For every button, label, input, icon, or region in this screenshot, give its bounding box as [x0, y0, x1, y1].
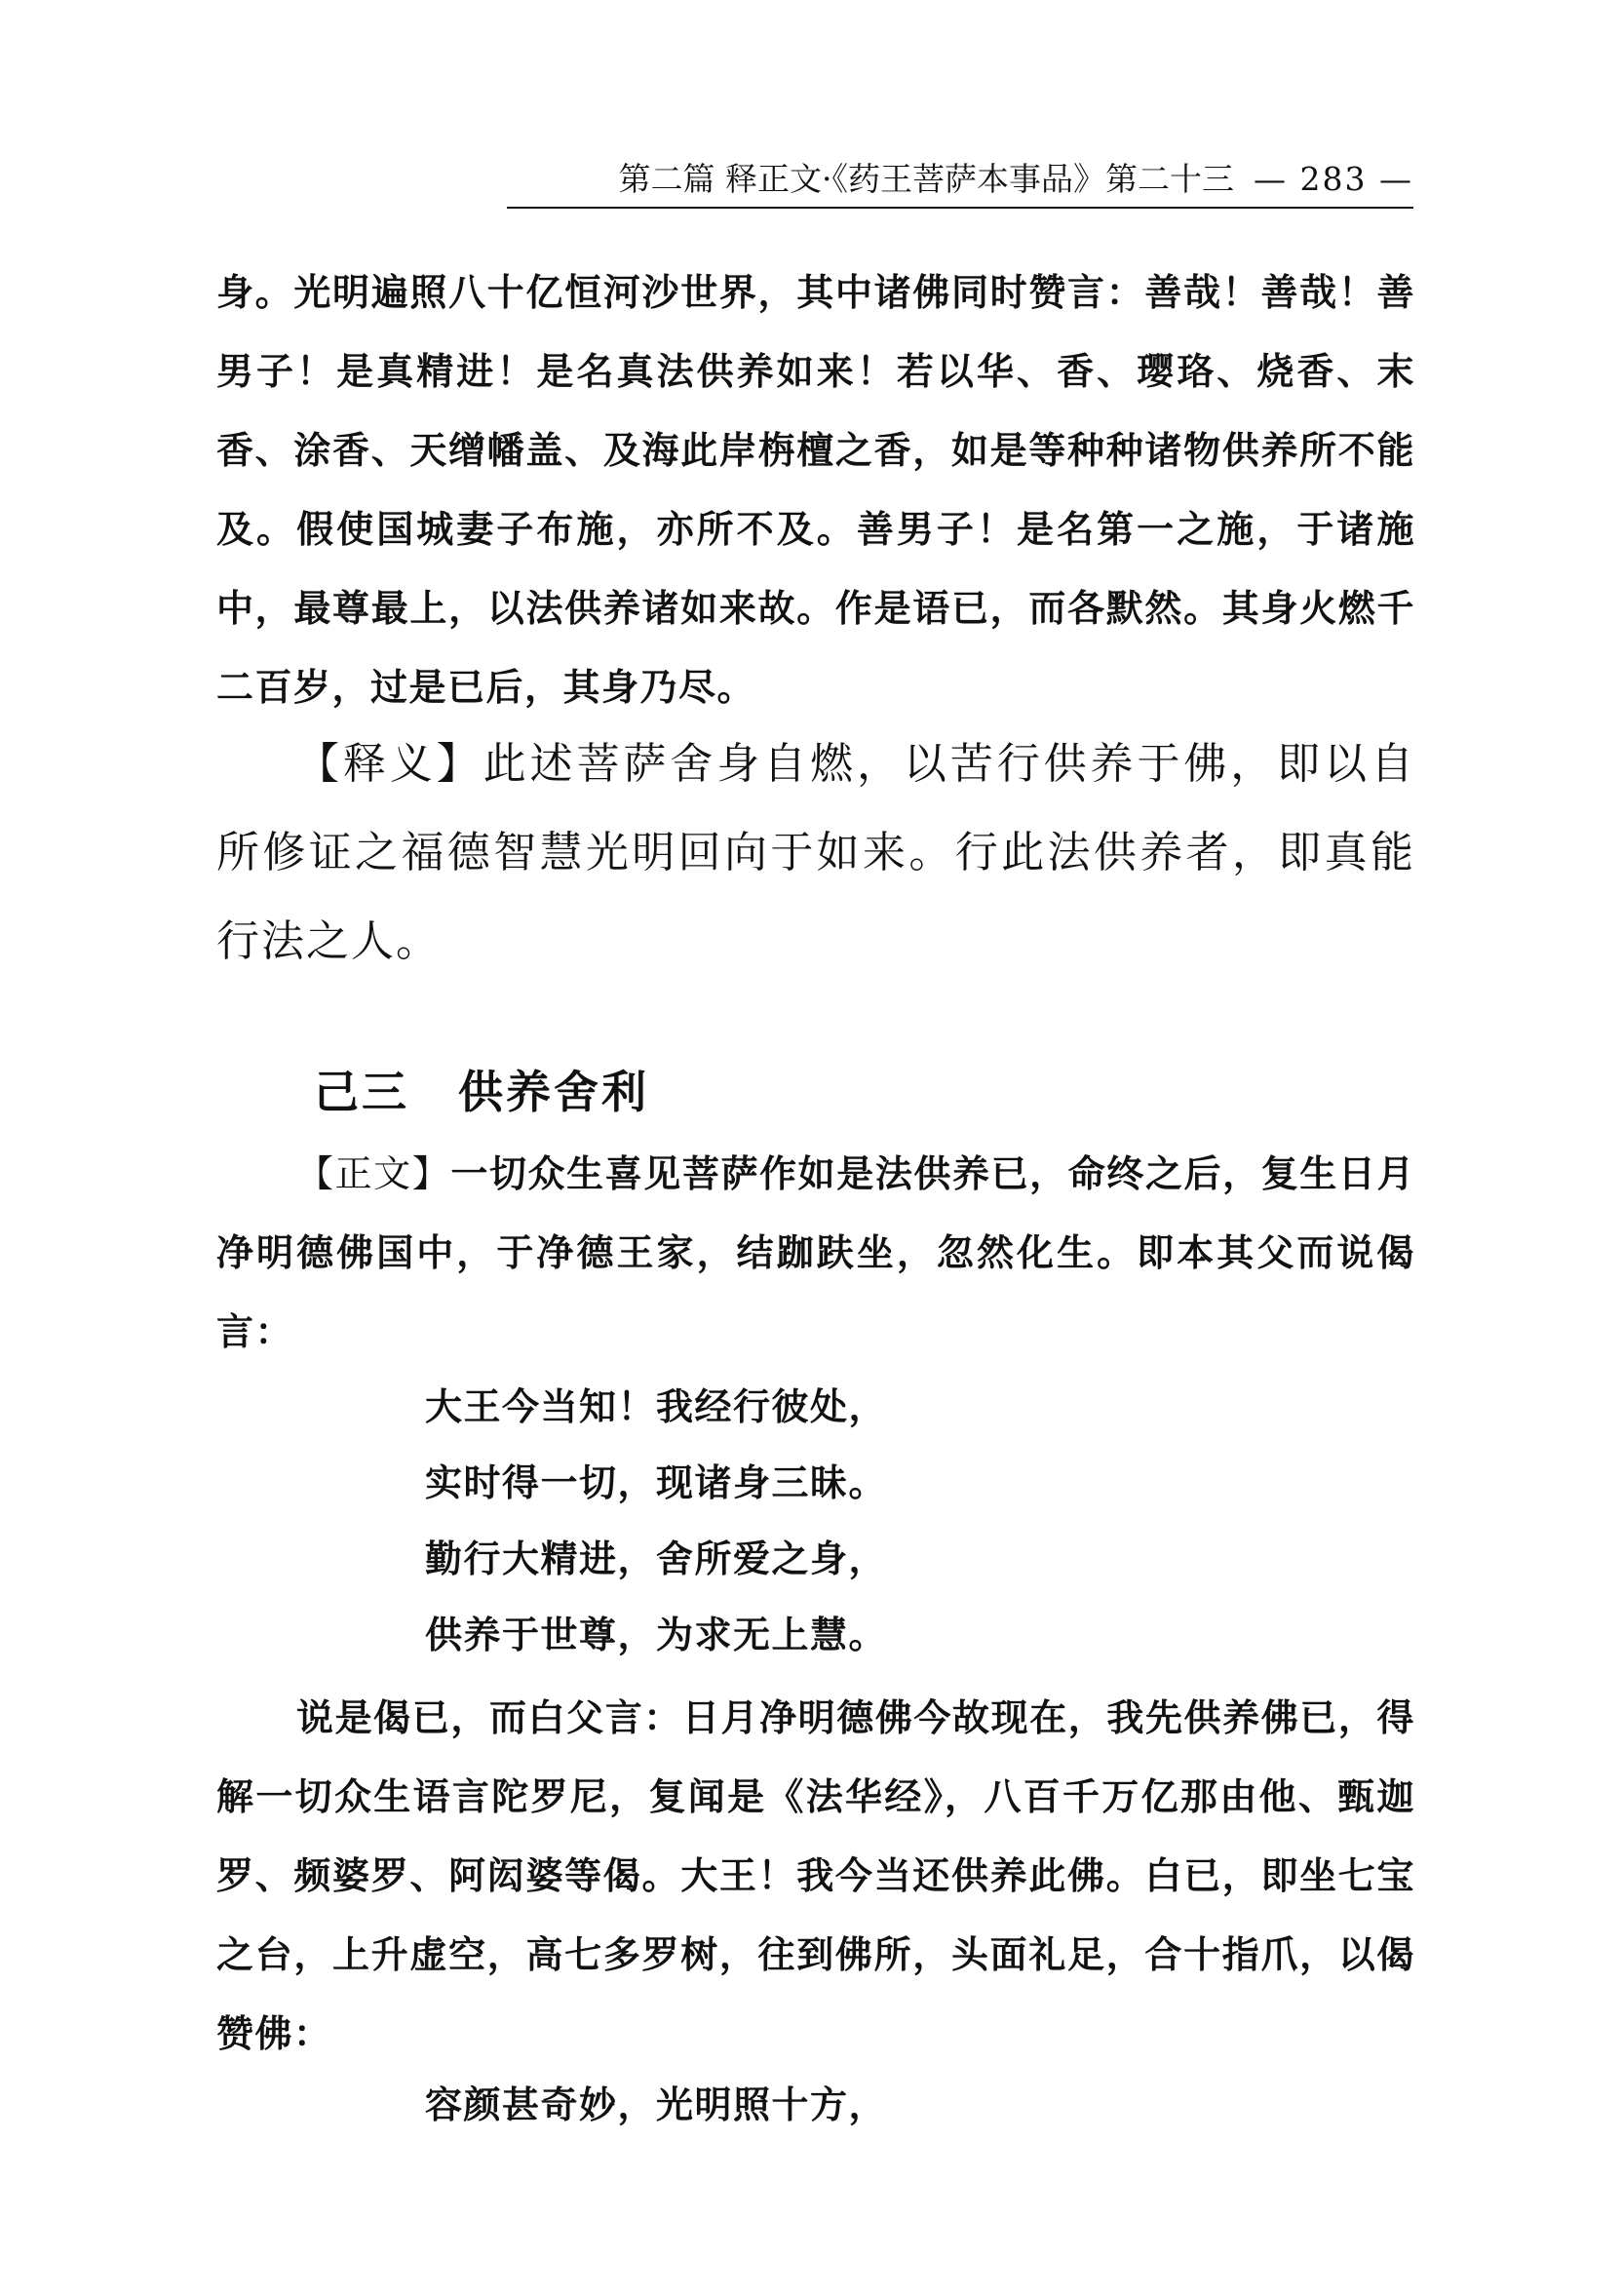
- verse-line: 容颜甚奇妙，光明照十方，: [425, 2083, 888, 2126]
- verse-block-1: [425, 1369, 1400, 1673]
- commentary-text: 此述菩萨舍身自燃，以苦行供养于佛，即以自所修证之福德智慧光明回向于如来。行此法供养者，即真能行法之人。: [216, 739, 1416, 966]
- main-text-label: 【正文】: [296, 1152, 451, 1195]
- verse-line: 大王今当知！我经行彼处，: [425, 1385, 888, 1428]
- verse-line: 实时得一切，现诸身三昧。: [425, 1461, 888, 1504]
- section-heading: [314, 1058, 649, 1126]
- running-header: [507, 156, 1413, 209]
- section-number: 己三: [314, 1066, 409, 1118]
- page-number: — 283 —: [1254, 160, 1413, 198]
- commentary-label: 【释义】: [296, 739, 483, 789]
- main-text-paragraph: [216, 1135, 1415, 1372]
- verse-line: 勤行大精进，舍所爱之身，: [425, 1537, 888, 1580]
- verse-line: 供养于世尊，为求无上慧。: [425, 1614, 888, 1656]
- paragraph-explanation: 说是偈已，而白父言：日月净明德佛今故现在，我先供养佛已，得解一切众生语言陀罗尼，复闻是《法华经》，八百千万亿那由他、甄迦罗、频婆罗、阿闳婆等偈。大王！我今当还供养此佛。白已，即坐七宝之台，上升虚空，高七多罗树，往到佛所，头面礼足，合十指爪，以偈赞佛：: [216, 1696, 1415, 2055]
- header-title: 第二篇 释正文·《药王菩萨本事品》第二十三: [618, 160, 1235, 198]
- verse-block-2: [425, 2067, 1400, 2143]
- main-text-body: 一切众生喜见菩萨作如是法供养已，命终之后，复生日月净明德佛国中，于净德王家，结跏趺坐，忽然化生。即本其父而说偈言：: [216, 1152, 1415, 1353]
- paragraph-continuation: 身。光明遍照八十亿恒河沙世界，其中诸佛同时赞言：善哉！善哉！善男子！是真精进！是名真法供养如来！若以华、香、璎珞、烧香、末香、涂香、天缯幡盖、及海此岸栴檀之香，如是等种种诸物供养所不能及。假使国城妻子布施，亦所不及。善男子！是名第一之施，于诸施中，最尊最上，以法供养诸如来故。作是语已，而各默然。其身火燃千二百岁，过是已后，其身乃尽。: [216, 271, 1415, 709]
- commentary-paragraph: [216, 720, 1415, 986]
- section-title: 供养舍利: [458, 1066, 649, 1118]
